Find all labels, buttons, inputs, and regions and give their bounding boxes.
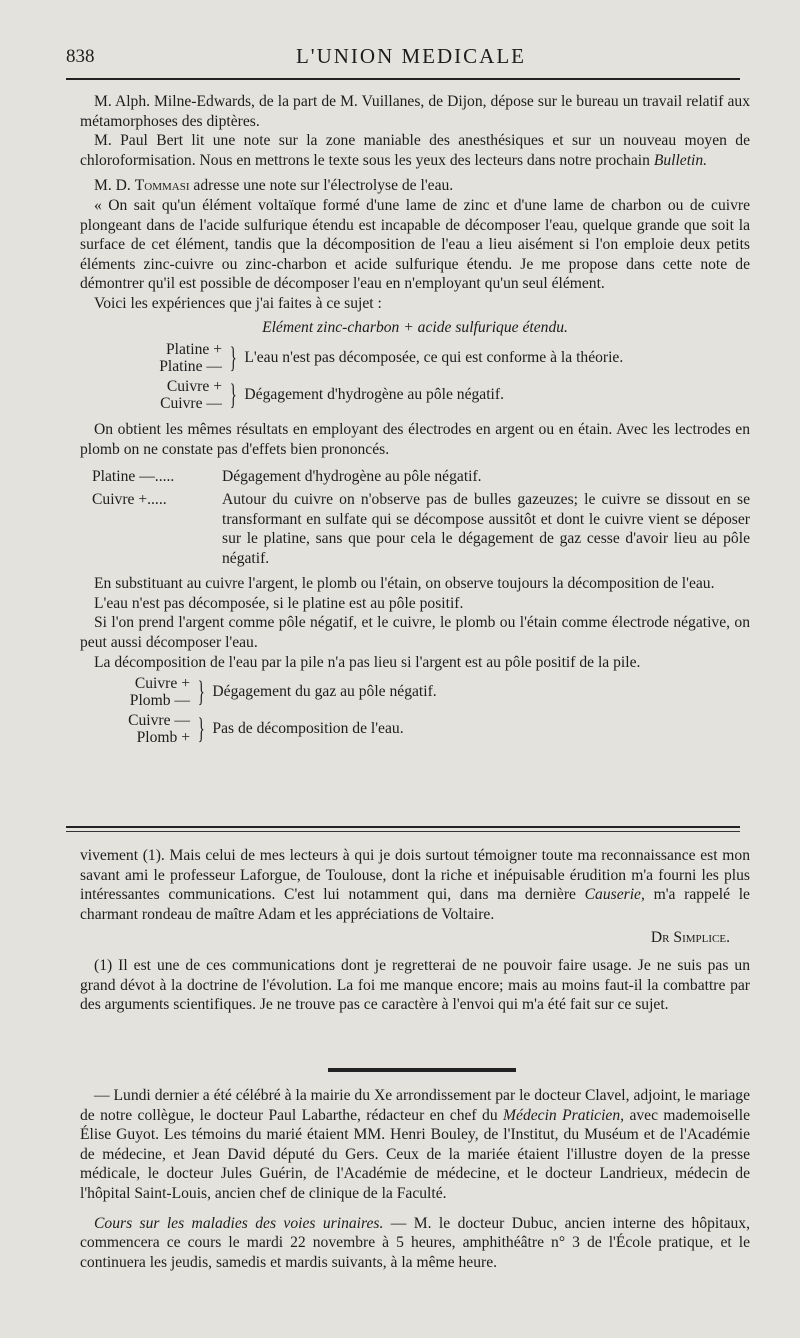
news-section (80, 1086, 750, 1272)
paragraph: L'eau n'est pas décomposée, si le platine est au pôle positif. (94, 594, 464, 612)
page-header (66, 42, 756, 72)
experiment-heading: Elément zinc-charbon + acide sulfurique étendu. (262, 318, 568, 336)
paragraph: — Lundi dernier a été célébré à la mairie du Xe arrondissement par le docteur Clavel, adjoint, le mariage de notre collègue, le docteur Paul Labarthe, rédacteur en chef du Médecin Praticien, avec mademoiselle Élise Guyot. Les témoins du marié étaient MM. Henri Bouley, de l'Institut, du Muséum et de l'Académie de médecine, et Jean David député du Gers. Ceux de la mariée étaient l'illustre doyen de la presse médicale, le docteur Jules Guérin, de l'Académie de médecine, et le docteur Landrieux, médecin de l'hôpital Saint-Louis, ancien chef de clinique de la Faculté. (80, 1087, 751, 1202)
brace: } (197, 712, 205, 746)
section-rule (66, 831, 740, 832)
definition-row: Cuivre +..... Autour du cuivre on n'observe pas de bulles gazeuzes; le cuivre se dissout en se transformant en sulfate qui se décompose aussitôt et dont le cuivre vient se déposer sur le platine, sans que pour cela le dégagement de gaz cesse d'avoir lieu au pôle négatif. (92, 490, 750, 567)
brace: } (229, 378, 237, 412)
running-title: L'UNION MEDICALE (295, 44, 526, 68)
paragraph: M. Alph. Milne-Edwards, de la part de M. Vuillanes, de Dijon, dépose sur le bureau un travail relatif aux métamorphoses des diptères. (80, 93, 750, 130)
paragraph: En substituant au cuivre l'argent, le plomb ou l'étain, on observe toujours la décomposition de l'eau. (94, 575, 715, 593)
footnote: (1) Il est une de ces communications dont je regretterai de ne pouvoir faire usage. Je ne suis pas un grand dévot à la doctrine de l'évolution. La foi me manque encore; mais au moins faut-il la combattre par des arguments scientifiques. Je ne trouve pas ce caractère à l'envoi qui m'a été fait sur ce sujet. (80, 956, 750, 1014)
separator-rule (328, 1068, 516, 1072)
brace: } (197, 675, 205, 709)
paragraph: La décomposition de l'eau par la pile n'a pas lieu si l'argent est au pôle positif de la pile. (94, 653, 641, 671)
paragraph: Cours sur les maladies des voies urinaires. — M. le docteur Dubuc, ancien interne des hôpitaux, commencera ce cours le mardi 22 novembre à 5 heures, amphithéâtre n° 3 de l'École pratique, et le continuera les jeudis, samedis et mardis suivants, à la même heure. (80, 1214, 750, 1271)
paragraph: M. Paul Bert lit une note sur la zone maniable des anesthésiques et sur un nouveau moyen de chloroformisation. Nous en mettrons le texte sous les yeux des lecteurs dans notre prochain Bulletin. (80, 132, 750, 169)
definition-row: Platine —..... Dégagement d'hydrogène au pôle négatif. (92, 468, 482, 486)
section-rule (66, 826, 740, 828)
lower-section (80, 846, 750, 1015)
brace: } (229, 341, 237, 375)
paragraph: vivement (1). Mais celui de mes lecteurs à qui je dois surtout témoigner toute ma reconnaissance est mon savant ami le professeur Laforgue, de Toulouse, dont la riche et inépuisable érudition m'a fourni les plus intéressantes communications. C'est lui notamment qui, dans ma dernière Causerie, m'a rappelé le charmant rondeau de maître Adam et les appréciations de Voltaire. (80, 847, 750, 923)
paragraph: On obtient les mêmes résultats en employant des électrodes en argent ou en étain. Avec les lectrodes en plomb on ne constate pas d'effets bien prononcés. (80, 421, 750, 458)
electrode-pair: Cuivre — Plomb + } Pas de décomposition de l'eau. (128, 712, 404, 747)
electrode-pair: Platine + Platine — } L'eau n'est pas décomposée, ce qui est conforme à la théorie. (159, 341, 624, 376)
paragraph: Voici les expériences que j'ai faites à ce sujet : (94, 294, 382, 312)
upper-section (80, 92, 750, 749)
paragraph: M. D. Tommasi adresse une note sur l'électrolyse de l'eau. (94, 177, 454, 195)
electrode-pair: Cuivre + Plomb — } Dégagement du gaz au pôle négatif. (129, 675, 437, 710)
header-rule (66, 78, 740, 80)
page-number: 838 (66, 46, 95, 67)
paragraph: « On sait qu'un élément voltaïque formé d'une lame de zinc et d'une lame de charbon ou de cuivre plongeant dans de l'acide sulfurique étendu est incapable de décomposer l'eau, quelque grande que soit la surface de cet élément, tandis que la décomposition de l'eau a lieu aisément si l'on emploie deux petits éléments zinc-cuivre ou zinc-charbon et acide sulfurique étendu. Je me propose dans cette note de démontrer qu'il est possible de décomposer l'eau en n'employant qu'un seul élément. (80, 196, 750, 293)
signature: Dr Simplice. (650, 929, 730, 947)
electrode-pair: Cuivre + Cuivre — } Dégagement d'hydrogène au pôle négatif. (160, 378, 504, 413)
paragraph: Si l'on prend l'argent comme pôle négatif, et le cuivre, le plomb ou l'étain comme électrode négative, on peut aussi décomposer l'eau. (80, 614, 750, 652)
